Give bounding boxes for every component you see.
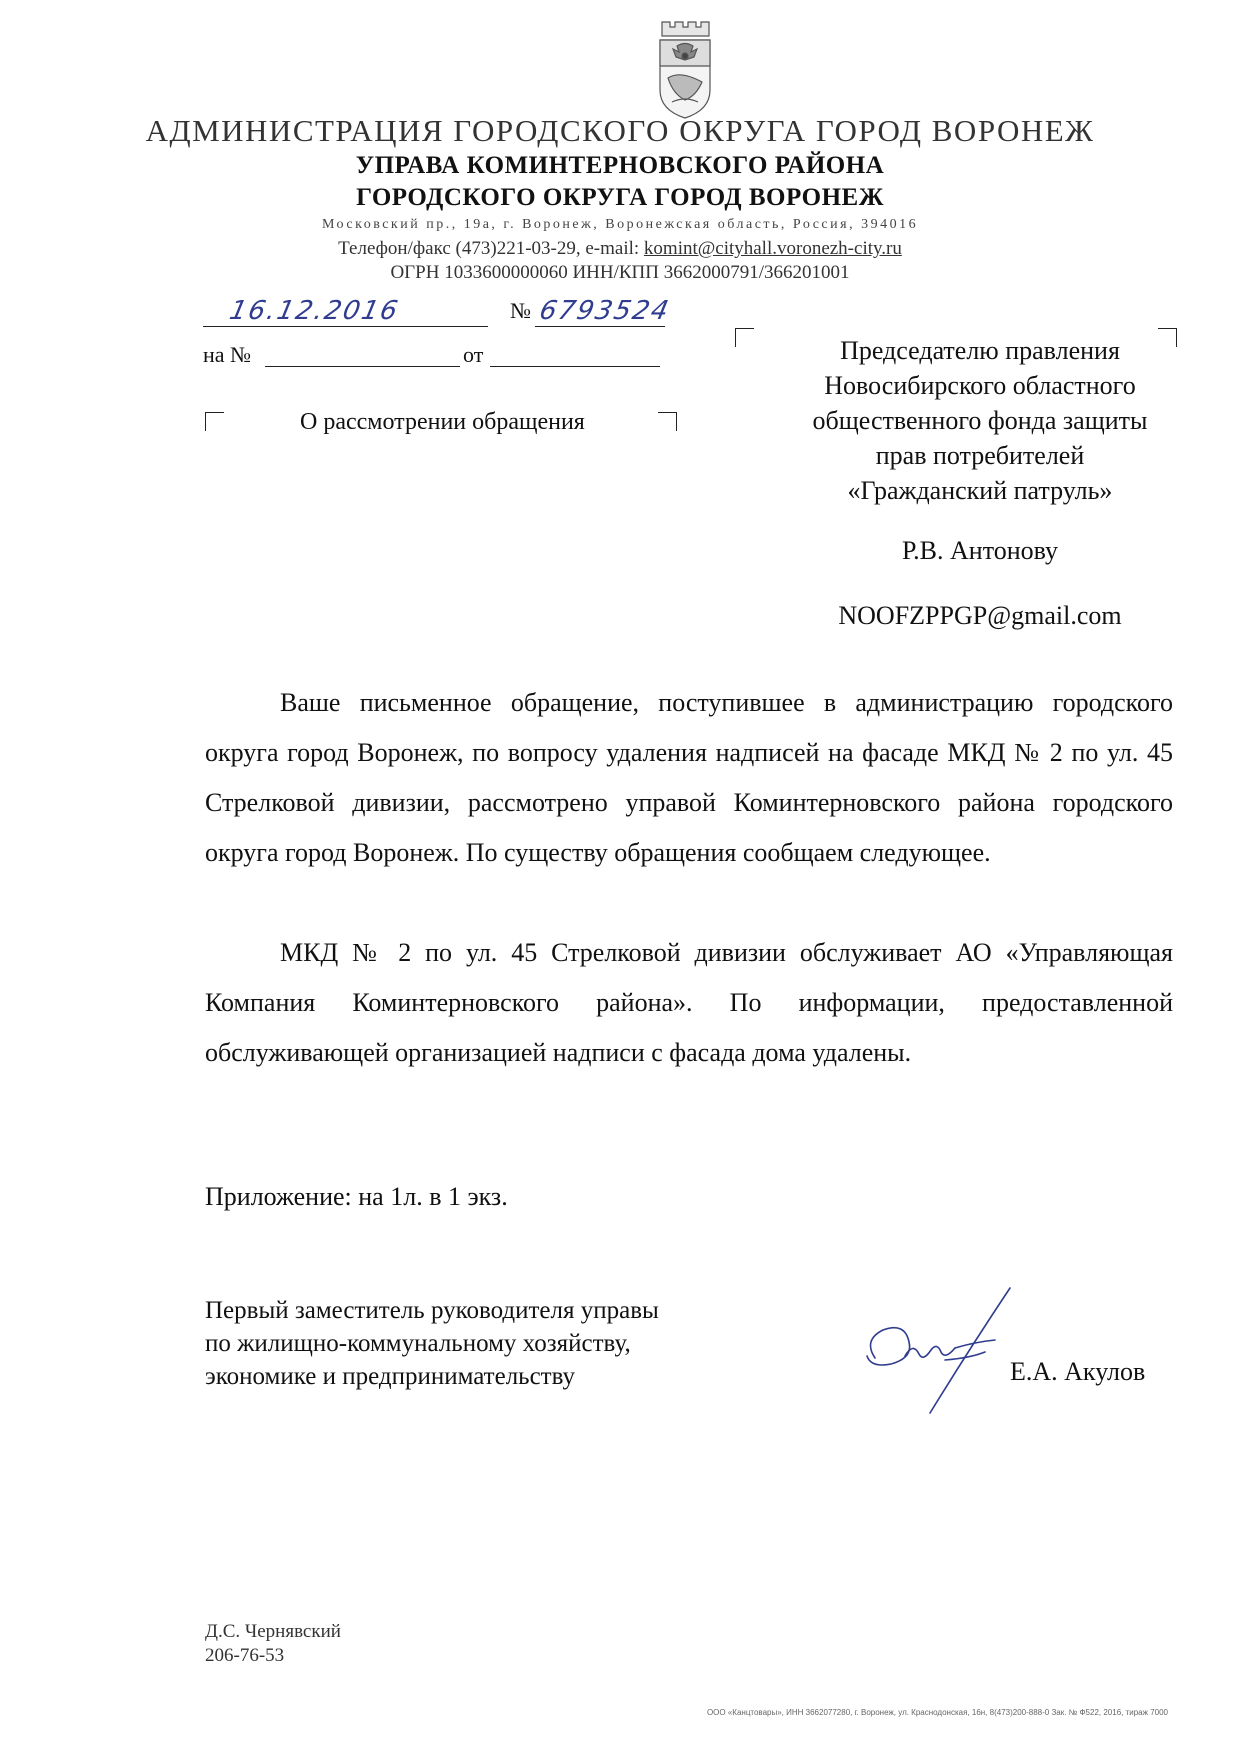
subject-corner-left xyxy=(205,412,224,431)
addressee-line: Председателю правления xyxy=(840,336,1120,365)
org-subtitle-line1: УПРАВА КОМИНТЕРНОВСКОГО РАЙОНА xyxy=(355,152,885,179)
addressee-line: общественного фонда защиты xyxy=(812,406,1148,435)
subject-corner-right xyxy=(658,412,677,431)
reference-date-field xyxy=(490,366,660,367)
addressee-email: NOOFZPPGP@gmail.com xyxy=(838,601,1122,630)
org-address: Московский пр., 19а, г. Воронеж, Воронежская область, Россия, 394016 xyxy=(321,217,919,232)
body-paragraph xyxy=(205,678,1173,878)
signer-position-line: Первый заместитель руководителя управы xyxy=(205,1297,659,1324)
handwritten-signature-icon xyxy=(835,1278,1035,1418)
signer-name: Е.А. Акулов xyxy=(1010,1357,1146,1386)
number-label: № xyxy=(510,298,531,323)
attachment-note: Приложение: на 1л. в 1 экз. xyxy=(205,1182,508,1211)
body-paragraph-text: Ваше письменное обращение, поступившее в администрацию городского округа город Воронеж, по вопросу удаления надписей на фасаде МКД № 2 по ул. 45 Стрелковой дивизии, рассмотрено управой Коминтерновского района городского округа город Воронеж. По существу обращения сообщаем следующее. xyxy=(205,688,1173,867)
addressee-block xyxy=(760,333,1200,508)
addressee-line: прав потребителей xyxy=(875,441,1085,470)
registration-number: 6793524 xyxy=(536,296,673,326)
addressee-line: «Гражданский патруль» xyxy=(847,476,1113,505)
reference-date-label: от xyxy=(463,342,484,367)
body-paragraph xyxy=(205,928,1173,1078)
signer-position xyxy=(205,1294,659,1393)
addressee-name: Р.В. Антонову xyxy=(901,536,1059,565)
org-phone: Телефон/факс (473)221-03-29, e-mail: xyxy=(338,238,644,259)
addressee-line: Новосибирского областного xyxy=(824,371,1136,400)
org-email-link[interactable]: komint@cityhall.voronezh-city.ru xyxy=(643,238,902,259)
org-subtitle-line2: ГОРОДСКОГО ОКРУГА ГОРОД ВОРОНЕЖ xyxy=(356,184,884,211)
reference-number-label: на № xyxy=(203,342,252,367)
signer-position-line: по жилищно-коммунальному хозяйству, xyxy=(205,1330,631,1357)
reference-number-field xyxy=(265,366,460,367)
org-title: АДМИНИСТРАЦИЯ ГОРОДСКОГО ОКРУГА ГОРОД ВОРОНЕЖ xyxy=(145,113,1095,148)
signer-position-line: экономике и предпринимательству xyxy=(205,1363,576,1390)
number-underline xyxy=(535,326,665,327)
executor-info xyxy=(205,1620,341,1668)
body-paragraph-text: МКД № 2 по ул. 45 Стрелковой дивизии обслуживает АО «Управляющая Компания Коминтерновского района». По информации, предоставленной обслуживающей организацией надписи с фасада дома удалены. xyxy=(205,938,1173,1067)
coat-of-arms-icon xyxy=(652,18,718,123)
date-underline xyxy=(203,326,488,327)
registration-date: 16.12.2016 xyxy=(226,296,403,326)
executor-name: Д.С. Чернявский xyxy=(205,1621,341,1642)
letter-subject: О рассмотрении обращения xyxy=(300,409,585,435)
org-ogrn: ОГРН 1033600000060 ИНН/КПП 3662000791/366201001 xyxy=(390,262,850,283)
executor-phone: 206-76-53 xyxy=(205,1645,285,1666)
org-contacts xyxy=(0,238,1240,260)
addressee-corner-left xyxy=(735,328,754,347)
printer-imprint: ООО «Канцтовары», ИНН 3662077280, г. Воронеж, ул. Краснодонская, 16н, 8(473)200-888-0 Зак. № Ф522, 2016, тираж 7000 xyxy=(706,1708,1168,1717)
